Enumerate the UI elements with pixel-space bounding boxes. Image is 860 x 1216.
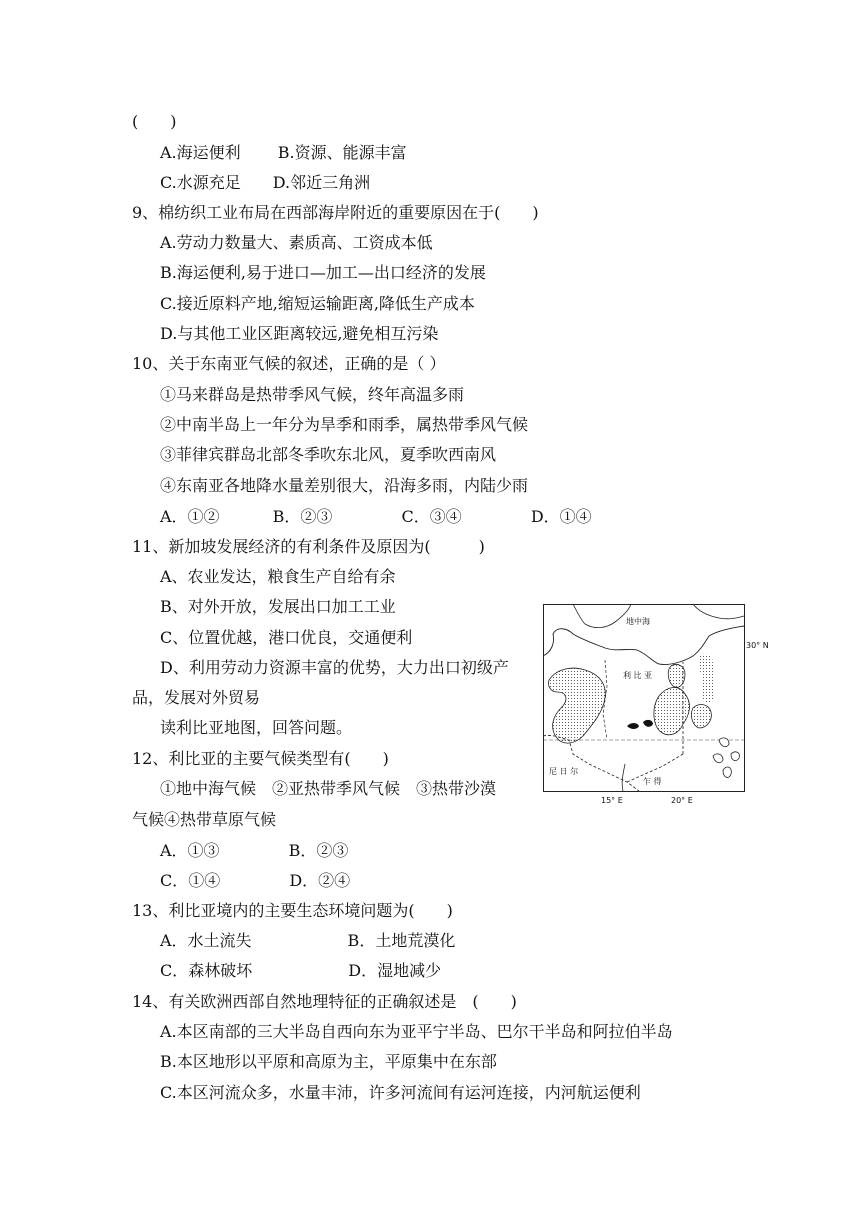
oasis-4 <box>723 767 731 777</box>
q10-statement-4: ④东南亚各地降水量差别很大，沿海多雨，内陆少雨 <box>160 476 529 495</box>
q10-stem: 10、关于东南亚气候的叙述，正确的是（ ） <box>132 354 446 373</box>
q11-option-a: A、农业发达，粮食生产自给有余 <box>160 567 396 586</box>
q9-option-c: C.接近原料产地,缩短运输距离,降低生产成本 <box>160 294 475 313</box>
label-20e: 20° E <box>671 796 693 805</box>
label-30n: 30° N <box>746 641 769 650</box>
q9-option-a: A.劳动力数量大、素质高、工资成本低 <box>160 233 433 252</box>
libya-map <box>543 604 773 809</box>
q9-option-b: B.海运便利,易于进口—加工—出口经济的发展 <box>160 263 486 282</box>
q11-option-b: B、对外开放，发展出口加工工业 <box>160 597 396 616</box>
q12-statements-line2: 气候④热带草原气候 <box>132 810 277 829</box>
map-intro: 读利比亚地图，回答问题。 <box>160 718 353 737</box>
q14-option-a: A.本区南部的三大半岛自西向东为亚平宁半岛、巴尔干半岛和阿拉伯半岛 <box>160 1022 673 1041</box>
q8-options-ab: A.海运便利 B.资源、能源丰富 <box>160 143 407 162</box>
label-15e: 15° E <box>601 796 623 805</box>
q9-stem: 9、棉纺织工业布局在西部海岸附近的重要原因在于( ) <box>132 203 539 222</box>
q12-statements-line1: ①地中海气候 ②亚热带季风气候 ③热带沙漠 <box>160 779 497 798</box>
label-chad: 乍 得 <box>643 777 662 786</box>
q13-options-cd: C．森林破坏 D．湿地减少 <box>160 961 442 980</box>
q9-option-d: D.与其他工业区距离较远,避免相互污染 <box>160 324 439 343</box>
q8-paren: ( ) <box>132 112 177 131</box>
q10-statement-3: ③菲律宾群岛北部冬季吹东北风，夏季吹西南风 <box>160 445 497 464</box>
q12-stem: 12、利比亚的主要气候类型有( ) <box>132 749 389 768</box>
q8-options-cd: C.水源充足 D.邻近三角洲 <box>160 173 371 192</box>
q14-option-c: C.本区河流众多，水量丰沛，许多河流间有运河连接，内河航运便利 <box>160 1083 641 1102</box>
q11-option-c: C、位置优越，港口优良，交通便利 <box>160 628 413 647</box>
libya-map-svg <box>543 604 773 809</box>
q11-stem: 11、新加坡发展经济的有利条件及原因为( ) <box>132 537 485 556</box>
label-niger: 尼 日 尔 <box>549 767 579 776</box>
region-central-north <box>668 664 685 687</box>
q10-statement-1: ①马来群岛是热带季风气候，终年高温多雨 <box>160 385 465 404</box>
q14-option-b: B.本区地形以平原和高原为主，平原集中在东部 <box>160 1052 497 1071</box>
q12-options-ab: A．①③ B．②③ <box>160 841 349 860</box>
q14-stem: 14、有关欧洲西部自然地理特征的正确叙述是 ( ) <box>132 992 517 1011</box>
q11-option-d-line2: 品，发展对外贸易 <box>132 688 261 707</box>
label-libya: 利 比 亚 <box>623 671 653 680</box>
q10-statement-2: ②中南半岛上一年分为旱季和雨季，属热带季风气候 <box>160 415 529 434</box>
q11-option-d-line1: D、利用劳动力资源丰富的优势，大力出口初级产 <box>160 658 509 677</box>
q10-options: A．①② B．②③ C．③④ D．①④ <box>160 507 592 526</box>
label-mediterranean: 地中海 <box>626 617 650 626</box>
q13-stem: 13、利比亚境内的主要生态环境问题为( ) <box>132 901 453 920</box>
q12-options-cd: C．①④ D．②④ <box>160 871 351 890</box>
q13-options-ab: A．水土流失 B．土地荒漠化 <box>160 931 456 950</box>
oasis-5 <box>731 752 739 761</box>
